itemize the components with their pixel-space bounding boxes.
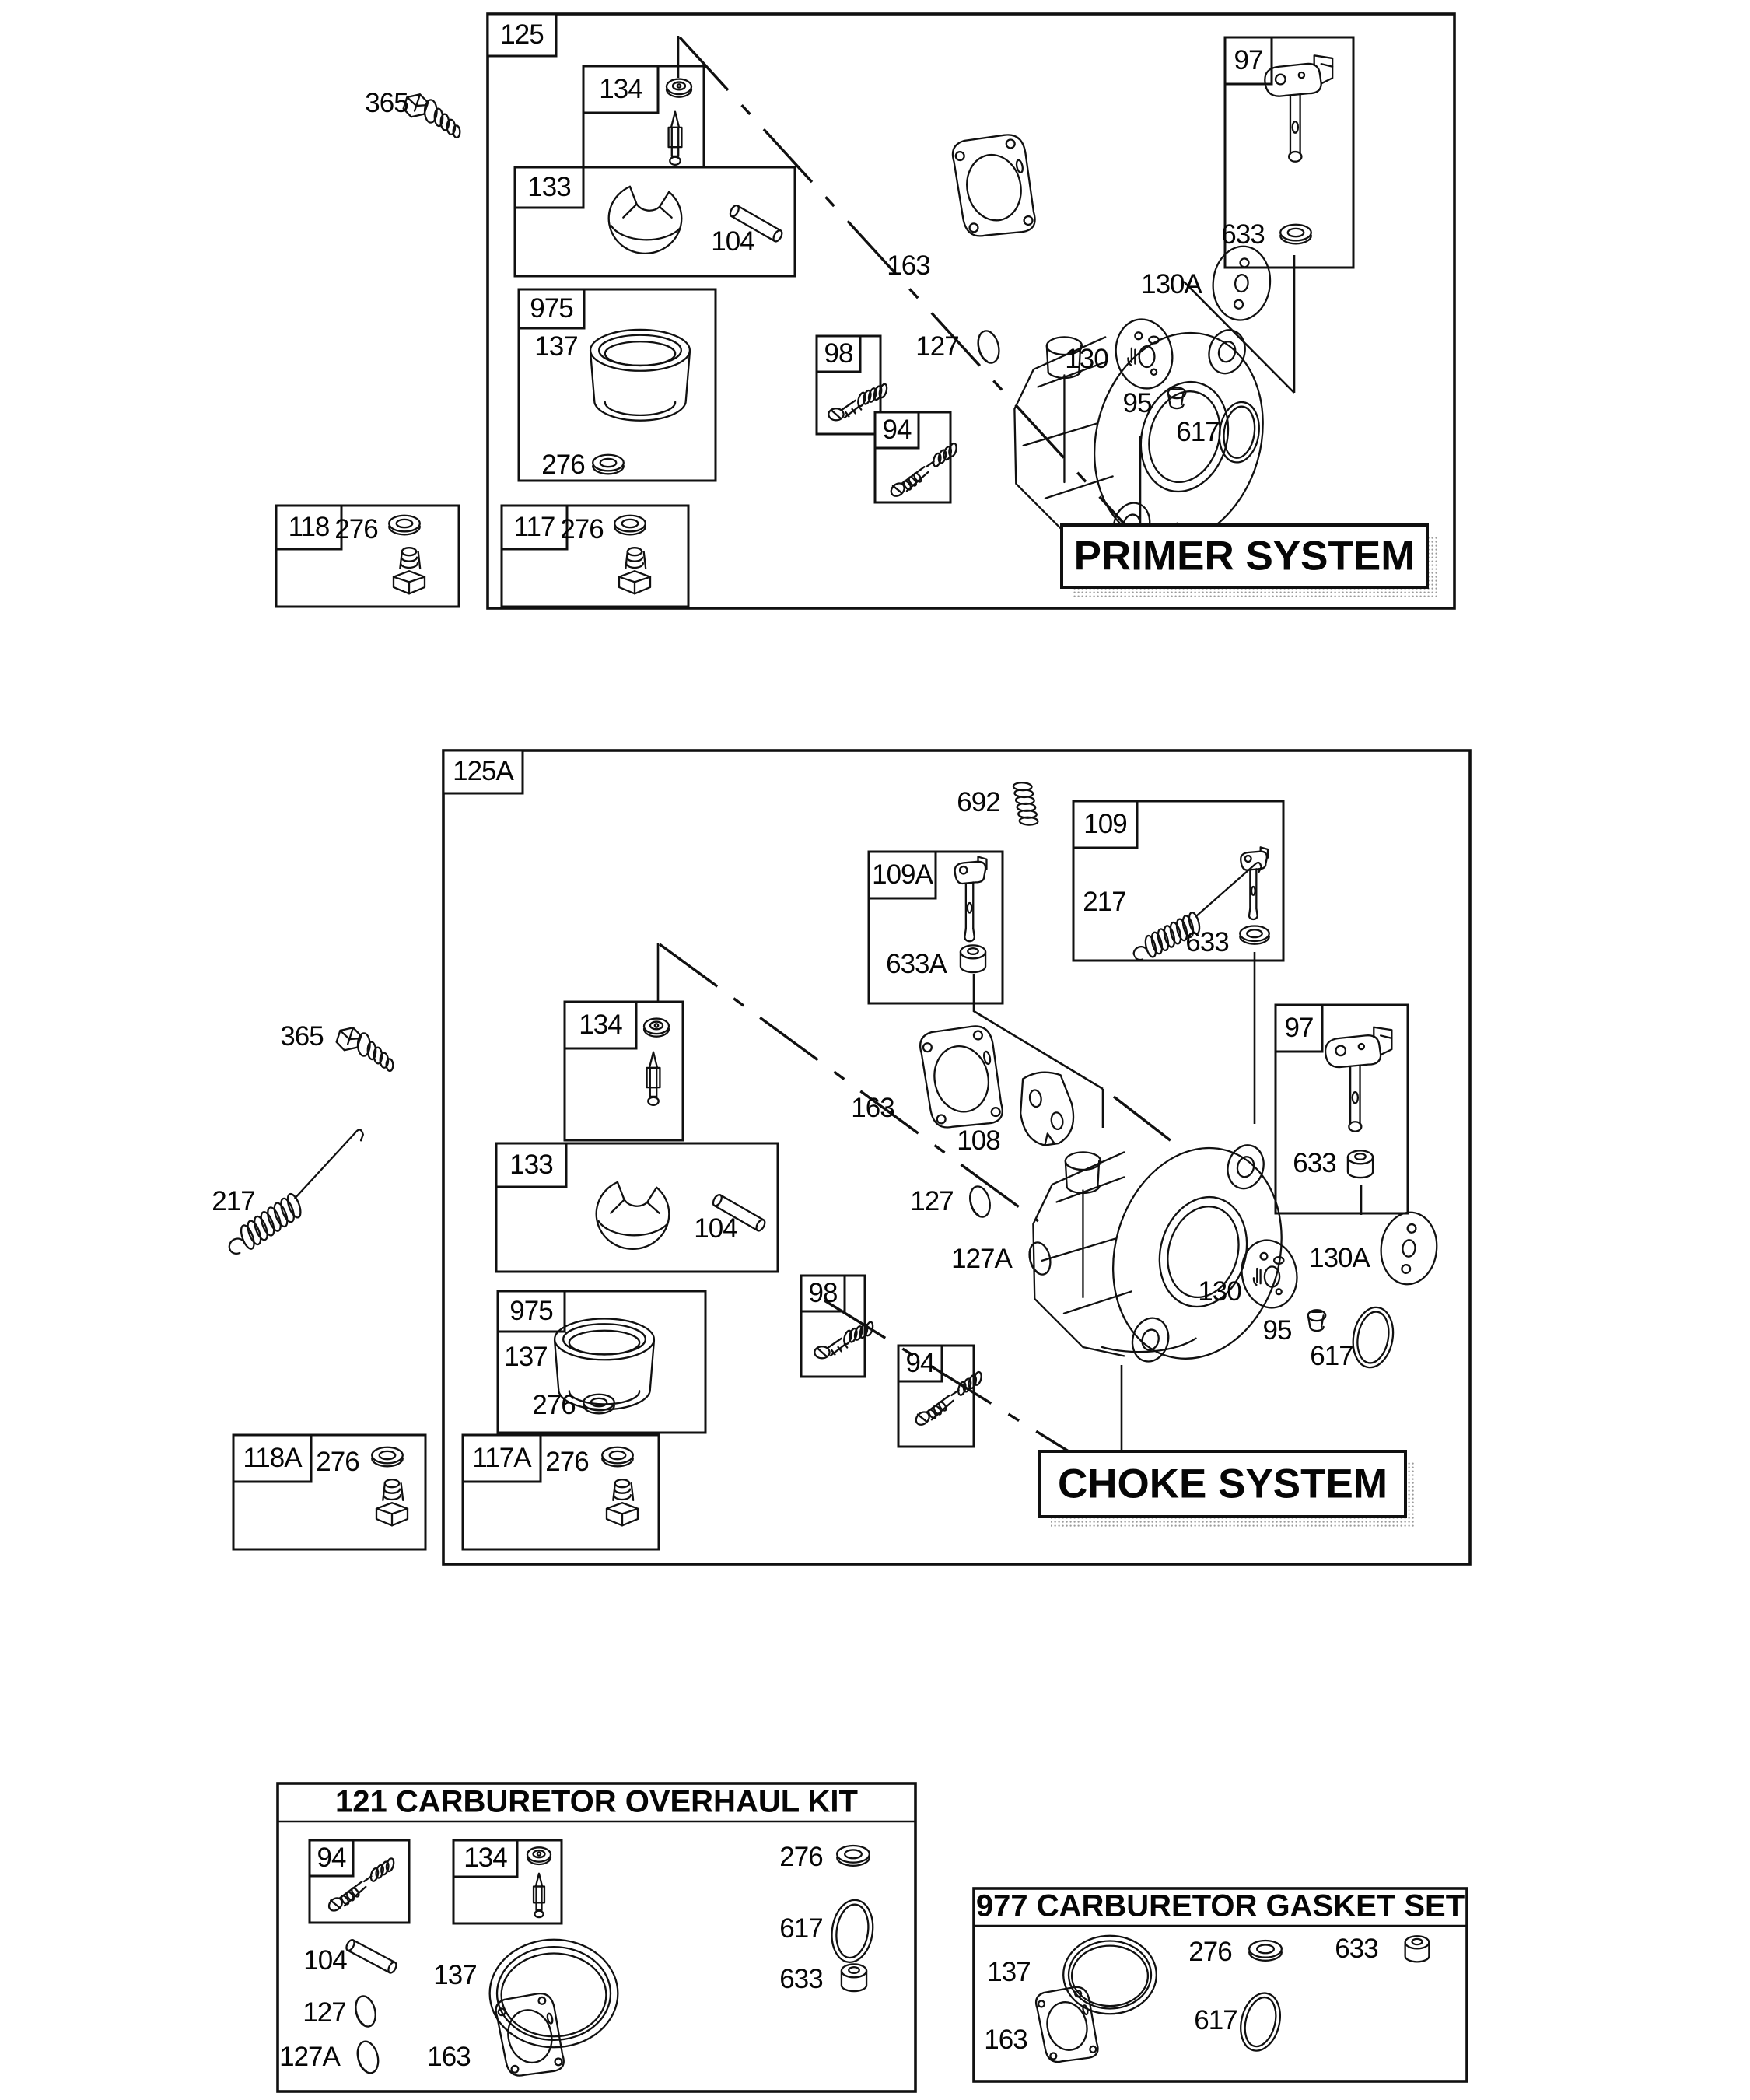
part-callout-127: 127 (910, 1186, 954, 1216)
part-callout-117: 117 (513, 512, 555, 542)
part-callout-104: 104 (711, 226, 754, 257)
part-callout-137: 137 (433, 1960, 477, 1990)
part-callout-109A: 109A (872, 859, 933, 890)
o-ring-icon (1349, 1304, 1398, 1370)
hex-bolt-icon (333, 1024, 402, 1073)
part-callout-94: 94 (882, 415, 912, 445)
small-spring-icon (1012, 779, 1039, 828)
part-callout-633: 633 (1293, 1148, 1336, 1178)
part-callout-130: 130 (1198, 1276, 1241, 1307)
welch-plug-icon (1308, 1310, 1325, 1331)
seal-disc-icon (355, 2039, 381, 2075)
part-callout-217: 217 (1083, 887, 1126, 917)
part-callout-276: 276 (1188, 1937, 1232, 1967)
choke-system-title: CHOKE SYSTEM (1057, 1461, 1388, 1507)
primer-system-group (276, 14, 1454, 608)
part-callout-97: 97 (1284, 1013, 1314, 1043)
part-callout-94: 94 (317, 1843, 346, 1873)
part-callout-133: 133 (509, 1150, 553, 1180)
metering-plate-icon (1236, 1235, 1304, 1313)
part-callout-276: 276 (541, 450, 585, 480)
part-callout-134: 134 (599, 74, 642, 104)
part-callout-137: 137 (504, 1342, 548, 1372)
part-callout-127A: 127A (279, 2042, 340, 2072)
part-callout-163: 163 (984, 2025, 1027, 2055)
gasket-set-title: 977 CARBURETOR GASKET SET (975, 1888, 1465, 1923)
part-callout-163: 163 (427, 2042, 471, 2072)
part-callout-109: 109 (1083, 809, 1127, 839)
part-callout-127A: 127A (951, 1244, 1012, 1274)
carburetor-gasket-icon (947, 129, 1041, 243)
part-callout-692: 692 (957, 787, 1000, 817)
part-callout-217: 217 (212, 1186, 255, 1216)
choke-plate-icon (1015, 1069, 1076, 1148)
part-callout-94: 94 (905, 1348, 935, 1378)
hex-bolt-icon (400, 91, 469, 140)
part-callout-118A: 118A (243, 1443, 302, 1473)
bowl-gasket-ring-icon (1063, 1936, 1157, 2014)
bushing-icon (1405, 1936, 1430, 1962)
part-callout-117A: 117A (472, 1443, 531, 1473)
washer-icon (1249, 1941, 1282, 1961)
part-callout-95: 95 (1122, 388, 1152, 418)
part-callout-133: 133 (527, 172, 571, 202)
part-callout-276: 276 (532, 1390, 576, 1420)
washer-icon (837, 1846, 870, 1866)
part-callout-163: 163 (887, 250, 930, 281)
float-hinge-pin-icon (345, 1938, 397, 1974)
part-callout-137: 137 (987, 1957, 1031, 1987)
seal-disc-icon (352, 1994, 378, 2029)
overhaul-kit-title: 121 CARBURETOR OVERHAUL KIT (335, 1784, 858, 1819)
part-callout-97: 97 (1234, 45, 1263, 75)
part-callout-98: 98 (808, 1278, 838, 1308)
part-callout-276: 276 (560, 514, 604, 544)
part-callout-108: 108 (957, 1125, 1000, 1156)
part-callout-617: 617 (779, 1913, 823, 1944)
part-callout-276: 276 (316, 1447, 359, 1477)
part-callout-137: 137 (534, 331, 578, 362)
part-callout-633A: 633A (886, 949, 947, 979)
part-callout-617: 617 (1176, 417, 1220, 447)
seal-disc-icon (1027, 1241, 1054, 1277)
seal-disc-icon (975, 329, 1003, 366)
part-callout-633: 633 (779, 1964, 823, 1994)
part-callout-98: 98 (824, 338, 853, 369)
part-callout-633: 633 (1185, 927, 1229, 957)
part-callout-276: 276 (545, 1447, 589, 1477)
o-ring-icon (828, 1897, 877, 1965)
carburetor-gasket-icon (915, 1020, 1009, 1135)
part-callout-365: 365 (365, 88, 408, 118)
part-callout-617: 617 (1194, 2005, 1237, 2035)
part-callout-276: 276 (779, 1842, 823, 1872)
choke-system-group (215, 751, 1470, 1564)
frame-callout-125A: 125A (453, 756, 513, 786)
part-callout-127: 127 (303, 1997, 346, 2028)
seal-disc-icon (967, 1185, 992, 1220)
primer-system-title: PRIMER SYSTEM (1073, 533, 1416, 579)
part-callout-104: 104 (303, 1945, 347, 1976)
part-callout-365: 365 (280, 1021, 324, 1052)
part-callout-118: 118 (288, 512, 330, 542)
part-callout-134: 134 (579, 1010, 622, 1040)
part-callout-95: 95 (1262, 1315, 1292, 1346)
part-callout-130A: 130A (1141, 269, 1202, 299)
bushing-icon (842, 1964, 866, 1991)
part-callout-130A: 130A (1309, 1243, 1370, 1273)
part-callout-134: 134 (464, 1843, 507, 1873)
part-callout-163: 163 (851, 1093, 894, 1123)
part-callout-276: 276 (334, 514, 378, 544)
part-callout-633: 633 (1221, 219, 1265, 250)
part-callout-617: 617 (1310, 1341, 1353, 1371)
o-ring-icon (1235, 1989, 1286, 2055)
frame-callout-125: 125 (500, 19, 544, 50)
carburetor-gasket-icon (1032, 1983, 1103, 2067)
part-callout-975: 975 (530, 293, 573, 324)
part-callout-633: 633 (1335, 1934, 1378, 1964)
part-callout-975: 975 (509, 1296, 553, 1326)
metering-plate-icon (1110, 314, 1179, 394)
explosion-axis-line (1114, 1097, 1182, 1150)
part-callout-130: 130 (1065, 344, 1108, 374)
cover-plate-icon (1377, 1209, 1440, 1287)
part-callout-127: 127 (915, 331, 959, 362)
part-callout-104: 104 (694, 1213, 737, 1244)
